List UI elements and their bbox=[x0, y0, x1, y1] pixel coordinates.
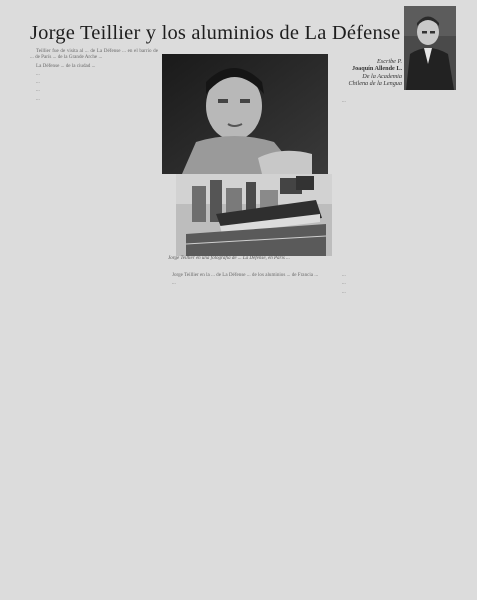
paragraph: ... bbox=[172, 280, 176, 287]
paragraph: ... bbox=[36, 70, 40, 77]
byline-affiliation-2: Chilena de la Lengua bbox=[348, 80, 402, 88]
photo-caption: Jorge Teillier en una fotografía de ... La Défense, en París ... bbox=[168, 256, 290, 261]
paragraph: Jorge Teillier en la ... de La Défense ... de los aluminios ... de Francia ... bbox=[172, 272, 319, 278]
paragraph: ... bbox=[36, 87, 40, 94]
article-column-3-top bbox=[336, 98, 460, 268]
paragraph: ... bbox=[36, 95, 40, 102]
paragraph: ... bbox=[342, 272, 346, 278]
byline bbox=[336, 58, 402, 88]
paragraph: ... bbox=[342, 280, 346, 287]
la-defense-drawing bbox=[176, 174, 332, 256]
byline-affiliation-1: De la Academia bbox=[362, 72, 402, 80]
paragraph: ... bbox=[342, 288, 346, 295]
author-portrait-image bbox=[404, 6, 456, 90]
teillier-photo bbox=[162, 54, 328, 174]
article-column-3-bottom bbox=[336, 272, 460, 594]
author-portrait-drawing bbox=[404, 6, 456, 90]
paragraph: ... bbox=[36, 79, 40, 85]
paragraph: Teillier fue de visita al ... de La Défense ... en el barrio de ... de París ... de la Grande Arche ... bbox=[30, 48, 158, 61]
byline-prefix: Escribe P. bbox=[377, 58, 402, 65]
teillier-photo-drawing bbox=[162, 54, 328, 174]
article-column-2 bbox=[166, 272, 332, 594]
la-defense-buildings-photo bbox=[176, 174, 332, 256]
paragraph: ... bbox=[342, 98, 346, 104]
article-column-1 bbox=[30, 48, 158, 594]
paragraph: La Défense ... de la ciudad ... bbox=[36, 62, 96, 69]
byline-author-name: Joaquín Allende L. bbox=[351, 65, 402, 73]
article-title: Jorge Teillier y los aluminios de La Défense bbox=[30, 22, 401, 44]
